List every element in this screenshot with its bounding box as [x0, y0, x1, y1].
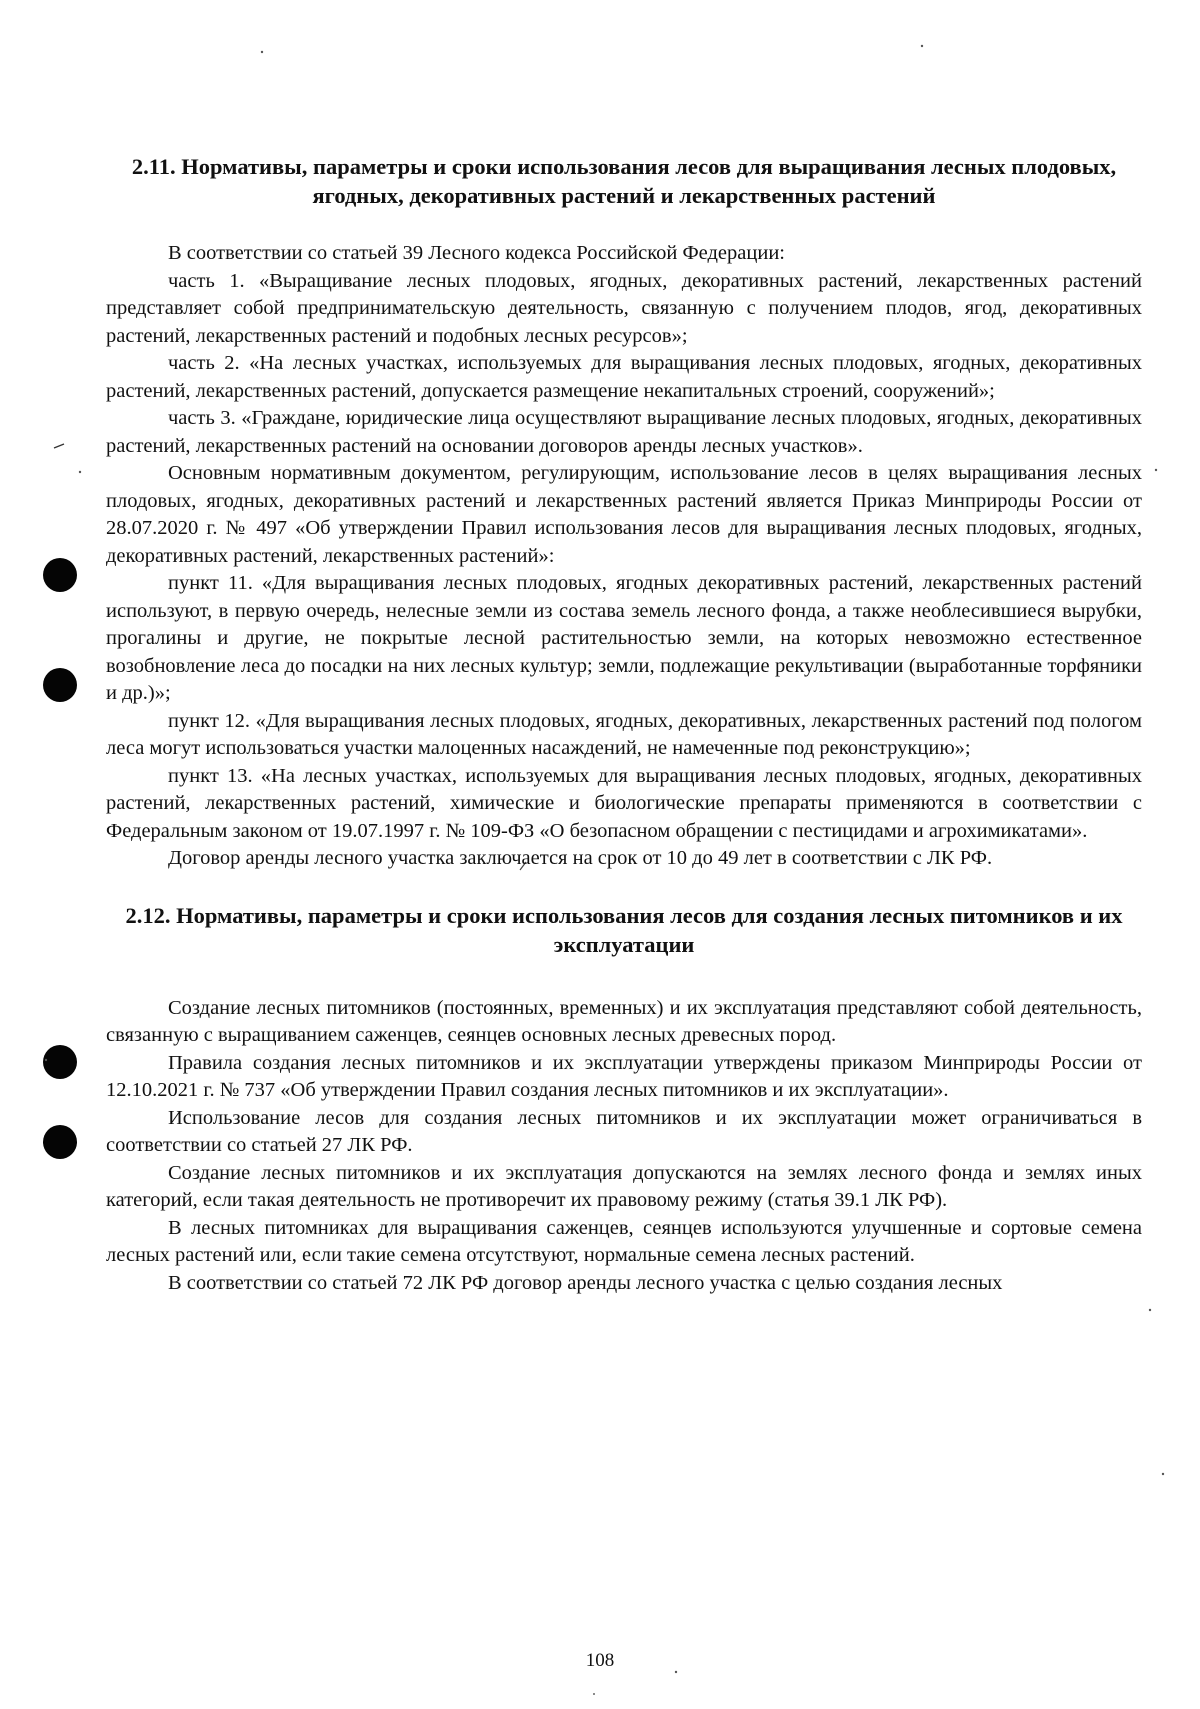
paragraph: пункт 11. «Для выращивания лесных плодовых, ягодных декоративных растений, лекарственных растений используют, в первую очередь, нелесные земли из состава земель лесного фонда, а также необлесившиеся вырубки, прогалины и другие, не покрытые лесной растительностью земли, на которых невозможно естественное возобновление леса до посадки на них лесных культур; земли, подлежащие рекультивации (выработанные торфяники и др.)»;	[106, 572, 1142, 704]
section-2-12	[106, 901, 1142, 1298]
paragraph: часть 1. «Выращивание лесных плодовых, ягодных, декоративных растений, лекарственных растений представляет собой предпринимательскую деятельность, связанную с получением плодов, ягод, декоративных растений, лекарственных растений и подобных лесных ресурсов»;	[106, 269, 1142, 347]
paragraph: В соответствии со статьей 72 ЛК РФ договор аренды лесного участка с целью создания лесных	[168, 1271, 1003, 1294]
section-2-11	[106, 152, 1142, 873]
paragraph: пункт 13. «На лесных участках, используемых для выращивания лесных плодовых, ягодных, декоративных растений, лекарственных растений, химические и биологические препараты применяются в соответствии с Федеральным законом от 19.07.1997 г. № 109-ФЗ «О безопасном обращении с пестицидами и агрохимикатами».	[106, 764, 1142, 842]
paragraph: Правила создания лесных питомников и их эксплуатации утверждены приказом Минприроды России от 12.10.2021 г. № 737 «Об утверждении Правил создания лесных питомников и их эксплуатации».	[106, 1051, 1142, 1101]
paragraph: Создание лесных питомников и их эксплуатация допускаются на землях лесного фонда и землях иных категорий, если такая деятельность не противоречит их правовому режиму (статья 39.1 ЛК РФ).	[106, 1161, 1142, 1211]
paragraph: Основным нормативным документом, регулирующим, использование лесов в целях выращивания лесных плодовых, ягодных, декоративных растений и лекарственных растений является Приказ Минприроды России от 28.07.2020 г. № 497 «Об утверждении Правил использования лесов для выращивания лесных плодовых, ягодных, декоративных растений, лекарственных растений»:	[106, 462, 1142, 567]
paragraph: пункт 12. «Для выращивания лесных плодовых, ягодных, декоративных, лекарственных растений под пологом леса могут использоваться участки малоценных насаждений, не намеченные под реконструкцию»;	[106, 709, 1142, 759]
paragraph: часть 2. «На лесных участках, используемых для выращивания лесных плодовых, ягодных, декоративных растений, лекарственных растений, допускается размещение некапитальных строений, сооружений»;	[106, 352, 1142, 402]
page-number: 108	[585, 1650, 615, 1671]
paragraph: Создание лесных питомников (постоянных, временных) и их эксплуатация представляют собой деятельность, связанную с выращиванием саженцев, сеянцев основных лесных древесных пород.	[106, 996, 1142, 1046]
paragraph: В соответствии со статьей 39 Лесного кодекса Российской Федерации:	[168, 242, 785, 264]
section-heading-2-12: 2.12. Нормативы, параметры и сроки использования лесов для создания лесных питомников и их эксплуатации	[125, 902, 1123, 957]
paragraph: В лесных питомниках для выращивания саженцев, сеянцев используются улучшенные и сортовые семена лесных растений или, если такие семена отсутствуют, нормальные семена лесных растений.	[106, 1216, 1142, 1266]
paragraph: Договор аренды лесного участка заключается на срок от 10 до 49 лет в соответствии с ЛК РФ.	[168, 847, 993, 869]
paragraph: часть 3. «Граждане, юридические лица осуществляют выращивание лесных плодовых, ягодных, декоративных растений, лекарственных растений на основании договоров аренды лесных участков».	[106, 407, 1142, 457]
section-heading-2-11: 2.11. Нормативы, параметры и сроки использования лесов для выращивания лесных плодовых, ягодных, декоративных растений и лекарственных растений	[131, 154, 1117, 208]
page-content	[106, 152, 1142, 1297]
paragraph: Использование лесов для создания лесных питомников и их эксплуатации может ограничиваться в соответствии со статьей 27 ЛК РФ.	[106, 1106, 1142, 1156]
